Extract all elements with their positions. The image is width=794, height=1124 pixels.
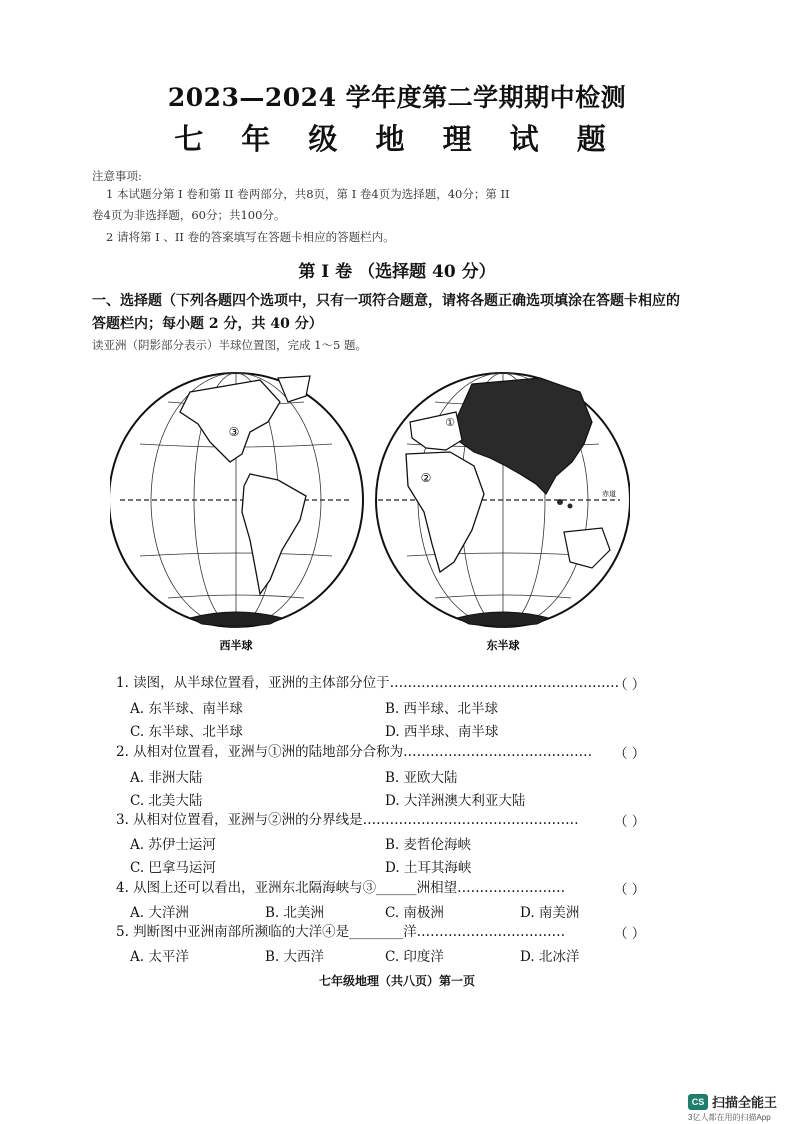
scanner-logo-icon: CS bbox=[688, 1094, 708, 1110]
scanner-tagline: 3亿人都在用的扫描App bbox=[688, 1113, 771, 1122]
marker-3: ③ bbox=[228, 425, 240, 439]
eastern-hemisphere bbox=[376, 373, 630, 652]
notes-line-3: 2 请将第 I 、II 卷的答案填写在答题卡相应的答题栏内。 bbox=[106, 230, 395, 244]
option-a: A. 东半球、南半球 bbox=[130, 701, 243, 717]
option-d: D. 土耳其海峡 bbox=[385, 860, 472, 876]
option-c: C. 北美大陆 bbox=[130, 793, 203, 809]
question-stem: 3. 从相对位置看，亚洲与②洲的分界线是………………………………………… bbox=[116, 812, 579, 828]
exam-subtitle: 七 年 级 地 理 试 题 bbox=[174, 122, 620, 156]
answer-paren: （ ） bbox=[614, 677, 646, 693]
option-a: A. 苏伊士运河 bbox=[130, 837, 216, 853]
page-footer: 七年级地理（共八页）第一页 bbox=[318, 974, 475, 988]
marker-1: ① bbox=[445, 416, 455, 429]
marker-4: ④ bbox=[520, 479, 532, 493]
option-a: A. 太平洋 bbox=[130, 949, 189, 965]
question-stem: 1. 读图，从半球位置看，亚洲的主体部分位于…………………………………………… bbox=[116, 675, 620, 691]
option-b: B. 亚欧大陆 bbox=[385, 770, 458, 786]
western-hemisphere bbox=[110, 373, 363, 652]
question-stem: 2. 从相对位置看，亚洲与①洲的陆地部分合称为…………………………………… bbox=[116, 744, 593, 760]
notes-line-2: 卷4页为非选择题，60分；共100分。 bbox=[92, 208, 286, 222]
map-caption: 读亚洲（阴影部分表示）半球位置图，完成 1～5 题。 bbox=[92, 338, 367, 352]
answer-paren: （ ） bbox=[614, 746, 646, 762]
option-c: C. 巴拿马运河 bbox=[130, 860, 216, 876]
option-a: A. 大洋洲 bbox=[130, 905, 189, 921]
option-c: C. 东半球、北半球 bbox=[130, 724, 243, 740]
hemisphere-map bbox=[110, 362, 630, 654]
notes-heading: 注意事项: bbox=[92, 169, 142, 183]
option-d: D. 大洋洲澳大利亚大陆 bbox=[385, 793, 526, 809]
west-hemisphere-label: 西半球 bbox=[219, 639, 253, 652]
marker-2: ② bbox=[420, 471, 432, 485]
option-b: B. 北美洲 bbox=[265, 905, 325, 921]
answer-paren: （ ） bbox=[614, 882, 646, 898]
east-hemisphere-label: 东半球 bbox=[486, 639, 520, 652]
tropic-label: 北回归线 bbox=[580, 448, 608, 456]
question-stem: 5. 判断图中亚洲南部所濒临的大洋④是________洋…………………………… bbox=[116, 924, 566, 940]
notes-line-1: 1 本试题分第 I 卷和第 II 卷两部分，共8页，第 I 卷4页为选择题，40分；第 II bbox=[106, 187, 510, 201]
option-b: B. 麦哲伦海峡 bbox=[385, 837, 472, 853]
answer-paren: （ ） bbox=[614, 926, 646, 942]
option-d: D. 南美洲 bbox=[520, 905, 580, 921]
option-b: B. 大西洋 bbox=[265, 949, 325, 965]
scanner-watermark bbox=[688, 1092, 777, 1111]
option-c: C. 印度洋 bbox=[385, 949, 444, 965]
answer-paren: （ ） bbox=[614, 814, 646, 830]
question-stem: 4. 从图上还可以看出，亚洲东北隔海峡与③______洲相望…………………… bbox=[116, 880, 566, 896]
option-d: D. 西半球、南半球 bbox=[385, 724, 499, 740]
option-d: D. 北冰洋 bbox=[520, 949, 580, 965]
scanner-name: 扫描全能王 bbox=[712, 1095, 778, 1110]
equator-label: 赤道 bbox=[602, 490, 616, 498]
option-a: A. 非洲大陆 bbox=[130, 770, 203, 786]
section-title: 第 I 卷 （选择题 40 分） bbox=[298, 262, 496, 282]
option-c: C. 南极洲 bbox=[385, 905, 444, 921]
option-b: B. 西半球、北半球 bbox=[385, 701, 499, 717]
section-instruction: 一、选择题（下列各题四个选项中，只有一项符合题意，请将各题正确选项填涂在答题卡相应的答题栏内；每小题 2 分，共 40 分） bbox=[92, 293, 680, 332]
exam-title: 2023—2024 学年度第二学期期中检测 bbox=[167, 83, 627, 112]
